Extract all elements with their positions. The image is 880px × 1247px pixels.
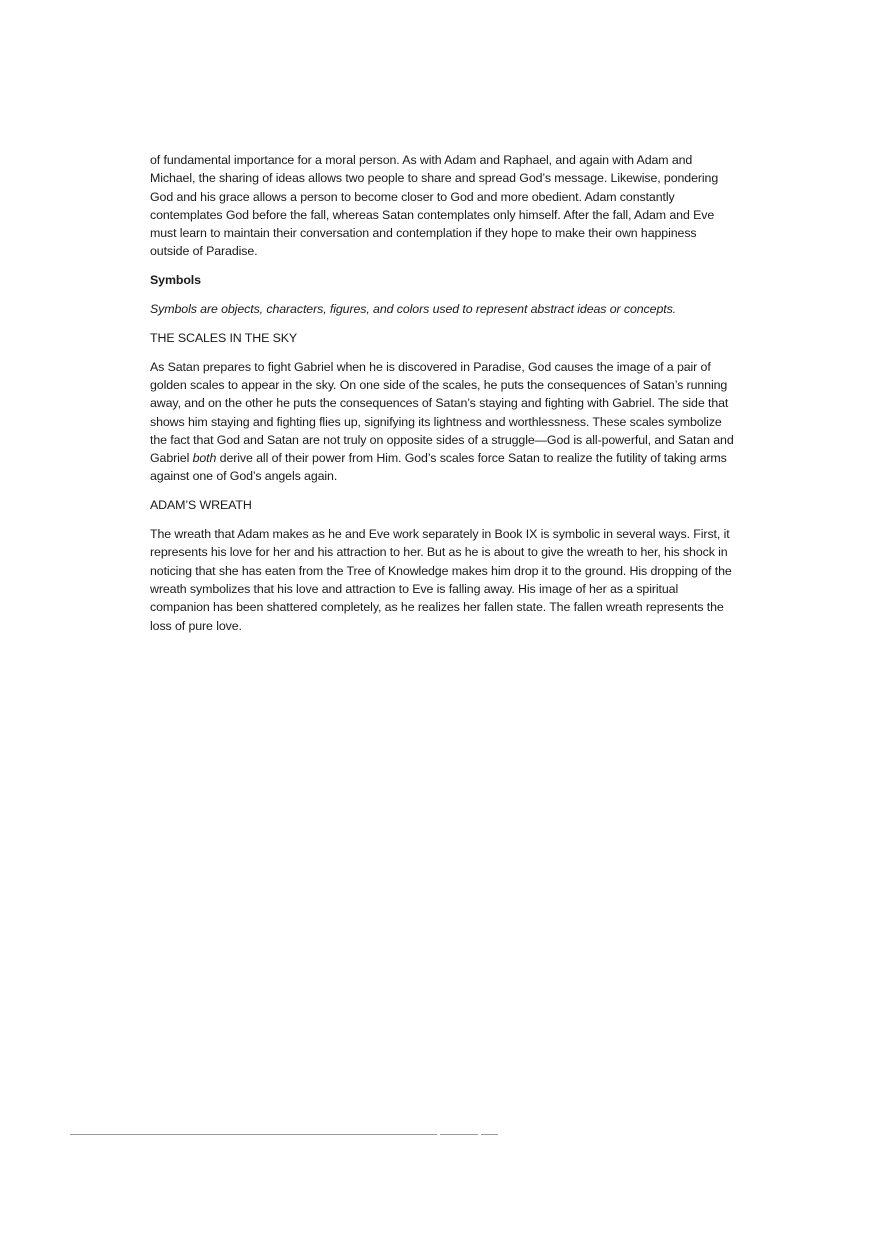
symbols-definition: Symbols are objects, characters, figures, and colors used to represent abstract ideas or concepts. [150, 302, 677, 317]
scales-heading: THE SCALES IN THE SKY [150, 330, 298, 345]
wreath-paragraph: The wreath that Adam makes as he and Eve work separately in Book IX is symbolic in several ways. First, it represents his love for her and his attraction to her. But as he is about to give the wreath to her, his shock in noticing that she has eaten from the Tree of Knowledge makes him drop it to the ground. His dropping of the wreath symbolizes that his love and attraction to Eve is falling away. His image of her as a spiritual companion has been shattered completely, as he realizes her fallen state. The fallen wreath represents the loss of pure love. [150, 527, 732, 633]
footer-divider-segment [481, 1134, 498, 1135]
wreath-heading: ADAM’S WREATH [150, 498, 252, 513]
scales-text-part-1: As Satan prepares to fight Gabriel when he is discovered in Paradise, God causes the image of a pair of golden scales to appear in the sky. On one side of the scales, he puts the consequences of Satan’s running away, and on the other he puts the consequences of Satan’s staying and fighting with Gabriel. The side that shows him staying and fighting flies up, signifying its lightness and worthlessness. These scales symbolize the fact that God and Satan are not truly on opposite sides of a struggle—God is all-powerful, and Satan and Gabriel [150, 359, 734, 466]
footer-divider-segment [70, 1134, 437, 1135]
symbols-heading: Symbols [150, 273, 201, 288]
scales-text-part-2: derive all of their power from Him. God’s scales force Satan to realize the futility of taking arms against one of God’s angels again. [150, 451, 727, 484]
footer-divider-segment [440, 1134, 478, 1135]
scales-paragraph [150, 358, 735, 486]
document-body [150, 151, 735, 645]
scales-italic-word: both [192, 451, 217, 466]
intro-paragraph: of fundamental importance for a moral person. As with Adam and Raphael, and again with Adam and Michael, the sharing of ideas allows two people to share and spread God’s message. Likewise, pondering God and his grace allows a person to become closer to God and more obedient. Adam constantly contemplates God before the fall, whereas Satan contemplates only himself. After the fall, Adam and Eve must learn to maintain their conversation and contemplation if they hope to make their own happiness outside of Paradise. [150, 153, 719, 259]
